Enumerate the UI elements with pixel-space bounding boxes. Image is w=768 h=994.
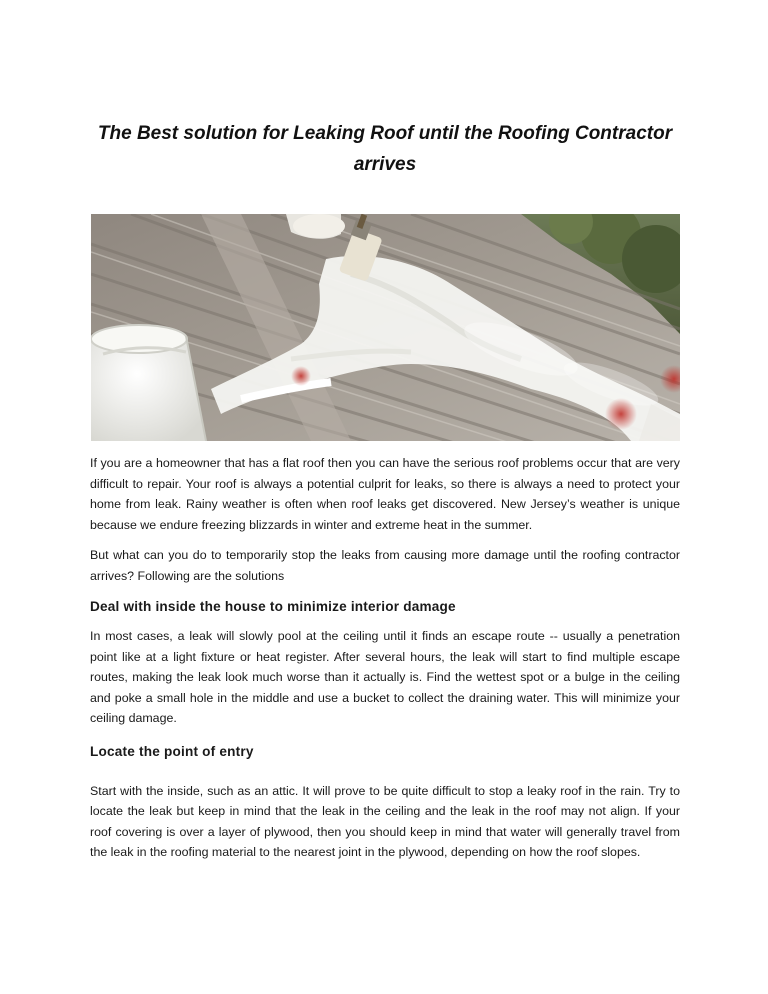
question-paragraph: But what can you do to temporarily stop the leaks from causing more damage until the roofing contractor arrives? Following are the solutions xyxy=(90,548,680,583)
section-paragraph: In most cases, a leak will slowly pool at the ceiling until it finds an escape route -- usually a penetration point like at a light fixture or heat register. After several hours, the leak will start to find multiple escape routes, making the leak look much worse than it actually is. Find the wettest spot or a bulge in the ceiling and poke a small hole in the middle and use a bucket to collect the draining water. This will minimize your ceiling damage. xyxy=(90,629,680,725)
document-title: The Best solution for Leaking Roof until the Roofing Contractor arrives xyxy=(97,123,673,175)
section-heading: Locate the point of entry xyxy=(90,743,254,759)
document-body xyxy=(90,453,680,873)
intro-paragraph: If you are a homeowner that has a flat roof then you can have the serious roof problems occur that are very difficult to repair. Your roof is always a potential culprit for leaks, so there is always a need to protect your home from leak. Rainy weather is often when roof leaks get discovered. New Jersey’s weather is unique because we endure freezing blizzards in winter and extreme heat in the summer. xyxy=(90,456,680,532)
section-paragraph: Start with the inside, such as an attic. It will prove to be quite difficult to stop a leaky roof in the rain. Try to locate the leak but keep in mind that the leak in the ceiling and the leak in the roof may not align. If your roof covering is over a layer of plywood, then you should keep in mind that water will generally travel from the leak in the roofing material to the nearest joint in the plywood, depending on how the roof slopes. xyxy=(90,783,680,859)
section-heading: Deal with inside the house to minimize interior damage xyxy=(90,599,456,614)
roof-repair-photo xyxy=(91,214,680,441)
